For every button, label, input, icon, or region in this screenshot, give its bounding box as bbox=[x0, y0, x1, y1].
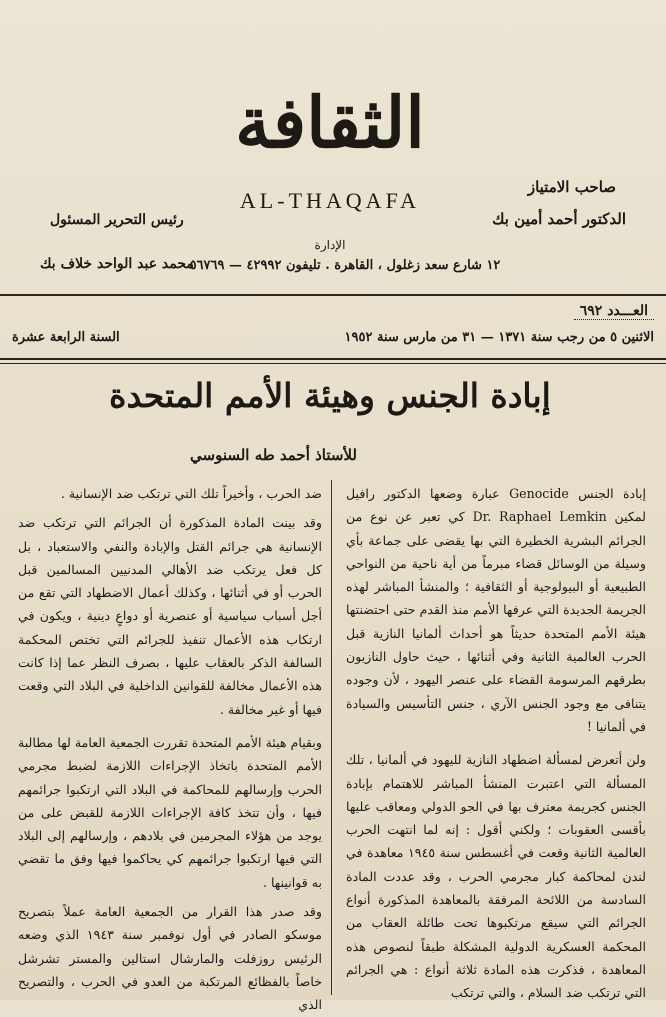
address-line: ١٢ شارع سعد زغلول ، القاهرة . تليفون ٤٢٩٩٢ — ٥٦٧٦٩ bbox=[189, 258, 501, 273]
owner-name: الدكتور أحمد أمين بك bbox=[492, 210, 626, 228]
issue-number: العـــدد ٦٩٢ bbox=[574, 303, 654, 320]
paragraph: إبادة الجنس Genocide عبارة وضعها الدكتور رافيل لمكين Dr. Raphael Lemkin كي تعبر عن نوع من الجرائم البشرية الخطيرة التي بها يقضى على جماعة بأي وسيلة من الوسائل قضاء مبرماً من أية ناحية من النواحي الطبيعية أو البيولوجية أو الثقافية ؛ والمنشأ المباشر لهذه الجريمة الجديدة التي عرفها الأمم منذ القدم حتى احتضنتها هيئة الأمم المتحدة حديثاً هو أحداث ألمانيا النازية قبل الحرب العالمية الثانية وفي أثنائها ، حيث حاول النازيون بطرقهم المرسومة القضاء على عنصر اليهود ، لأن وجوده يتنافى مع وجود الجنس الآري ، جنس التأسيس والسيادة في ألمانيا ! bbox=[346, 486, 646, 734]
paragraph: ولن أتعرض لمسألة اضطهاد النازية لليهود في ألمانيا ، تلك المسألة التي اعتبرت المنشأ المباشر للاهتمام بإبادة الجنس كجريمة معترف بها في الجو الدولي ومعاقب عليها بأقسى العقوبات ؛ ولكني أقول : إنه لما انتهت الحرب العالمية الثانية وقعت في أغسطس سنة ١٩٤٥ معاهدة في لندن لمحاكمة كبار مجرمي الحرب ، وقد عددت المادة السادسة من اللائحة المرفقة بالمعاهدة المذكورة أنواع الجرائم التي سيقع مرتكبوها تحت طائلة العقاب من المحكمة العسكرية الدولية المشكلة طبقاً لنصوص هذه المعاهدة ، فذكرت هذه المادة ثلاثة أنواع : هي الجرائم التي ترتكب ضد السلام ، والتي ترتكب bbox=[346, 752, 646, 1001]
editor-label: رئيس التحرير المسئول bbox=[50, 212, 184, 228]
paragraph: ضد الحرب ، وأخيراً تلك التي ترتكب ضد الإنسانية . bbox=[60, 486, 322, 501]
article-author: للأستاذ أحمد طه السنوسي bbox=[190, 446, 357, 464]
issue-date: الاثنين ٥ من رجب سنة ١٣٧١ — ٣١ من مارس سنة ١٩٥٢ bbox=[344, 329, 654, 345]
paragraph: وبقيام هيئة الأمم المتحدة تقررت الجمعية العامة لها مطالبة الأمم المتحدة باتخاذ الإجراءات اللازمة لضبط مجرمي الحرب وإرسالهم للمحاكمة في البلاد التي ارتكبوا جرائمهم فيها ، وأن تتخذ كافة الإجراءات اللازمة للقبض على من يوجد من هؤلاء المجرمين في بلادهم ، وإرسالهم إلى البلاد التي فيها ارتكبوا جرائمهم كي يحاكموا فيها وفق ما تقضي به قوانينها . bbox=[18, 734, 322, 890]
article-column-left bbox=[18, 482, 322, 1013]
article-headline: إبادة الجنس وهيئة الأمم المتحدة bbox=[109, 376, 551, 415]
date-row bbox=[12, 326, 654, 348]
date-rule bbox=[0, 358, 666, 360]
article-column-right bbox=[346, 482, 646, 1001]
owner-label: صاحب الامتياز bbox=[527, 178, 616, 196]
issue-year: السنة الرابعة عشرة bbox=[12, 329, 120, 345]
administration-label: الإدارة bbox=[314, 238, 346, 252]
masthead-latin-title: AL-THAQAFA bbox=[239, 188, 421, 213]
date-rule-thin bbox=[0, 363, 666, 364]
paragraph: وقد صدر هذا القرار من الجمعية العامة عملاً بتصريح موسكو الصادر في أول نوفمبر سنة ١٩٤٣ الذي وضعه الرئيس روزفلت والمارشال استالين والمستر تشرشل خاصاً بالفظائع المرتكبة من العدو في الحرب ، والتصريح الذي bbox=[18, 904, 322, 1013]
masthead-title: الثقافة bbox=[235, 81, 425, 164]
masthead-rule bbox=[0, 294, 666, 296]
issue-row bbox=[12, 300, 654, 322]
paragraph: وقد بينت المادة المذكورة أن الجرائم التي ترتكب ضد الإنسانية هي جرائم القتل والإبادة والنفي والاستعباد ، بل كل فعل يرتكب ضد الأهالي المدنيين المسالمين قبل الحرب أو في أثنائها ، وكذلك أعمال الاضطهاد التي تقع من أجل أسباب سياسية أو عنصرية أو دواعٍ دينية ، ويكون في ارتكاب هذه الأعمال تنفيذ للجرائم التي تختص المحكمة السالفة الذكر بالعقاب عليها ، بصرف النظر عما إذا كانت هذه الأعمال مخالفة للقوانين الداخلية في البلاد التي وقعت فيها أو غير مخالفة . bbox=[18, 515, 322, 717]
column-divider bbox=[331, 480, 332, 995]
editor-name: محمد عبد الواحد خلاف بك bbox=[40, 256, 194, 272]
